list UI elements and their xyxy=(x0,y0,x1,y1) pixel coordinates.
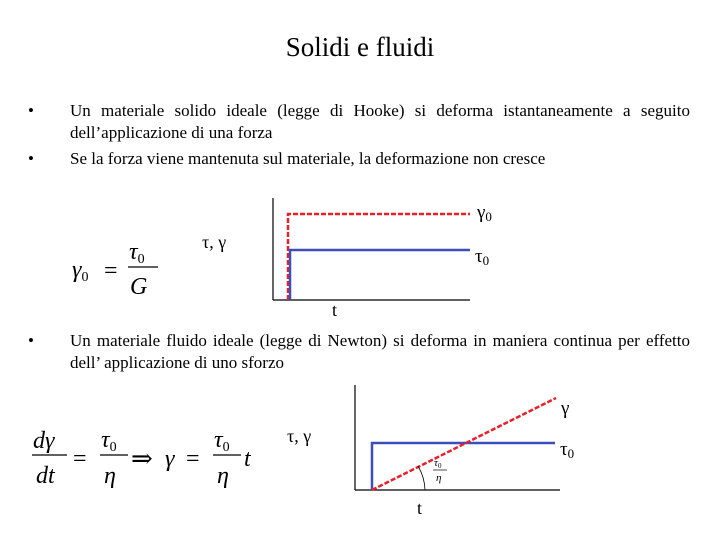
hooke-eq: = xyxy=(104,258,118,284)
hooke-lhs-symbol: γ xyxy=(72,257,82,283)
fluid-tau-symbol: τ xyxy=(560,439,568,460)
slide-title: Solidi e fluidi xyxy=(285,32,435,62)
hooke-num-sub: 0 xyxy=(137,252,145,267)
hooke-den: G xyxy=(130,274,148,300)
solid-gamma-symbol: γ xyxy=(477,202,486,223)
newton-den-1: η xyxy=(104,463,116,489)
solid-diagram xyxy=(72,198,492,320)
newton-formula xyxy=(32,427,252,489)
hooke-num-symbol: τ xyxy=(129,239,138,265)
bullet-text-hooke: Un materiale solido ideale (legge di Hooke) si deforma istantaneamente a seguito dell’applicazione di una forza xyxy=(70,101,690,142)
newton-eq-1: = xyxy=(73,446,87,472)
fluid-y-label: τ, γ xyxy=(287,426,312,446)
bullet-marker: • xyxy=(28,101,34,120)
solid-tau-label xyxy=(475,246,489,268)
newton-implies: ⇒ xyxy=(131,444,153,473)
fluid-slope-num-sub: 0 xyxy=(437,462,442,470)
bullet-text-newton: Un materiale fluido ideale (legge di Newton) si deforma in maniera continua per effetto dell’ applicazione di uno sforzo xyxy=(70,331,690,372)
hooke-num xyxy=(129,239,145,267)
newton-dt: dt xyxy=(36,463,55,489)
newton-num-1 xyxy=(101,427,117,455)
fluid-gamma-label: γ xyxy=(561,398,570,419)
newton-den-2: η xyxy=(217,463,229,489)
newton-eq-2: = xyxy=(186,446,200,472)
hooke-lhs xyxy=(72,257,88,285)
solid-gamma-line xyxy=(288,214,470,300)
newton-t: t xyxy=(244,446,251,472)
bullet-marker: • xyxy=(28,149,34,168)
newton-num-2 xyxy=(214,427,230,455)
fluid-tau-line xyxy=(372,443,555,490)
solid-gamma-sub: 0 xyxy=(485,209,492,224)
solid-tau-sub: 0 xyxy=(482,253,490,268)
fluid-slope-arc xyxy=(418,466,425,490)
bullet-text-constant: Se la forza viene mantenuta sul materiale, la deformazione non cresce xyxy=(70,149,546,168)
newton-num-1-sub: 0 xyxy=(109,440,117,455)
fluid-slope-den: η xyxy=(436,472,442,484)
hooke-formula xyxy=(72,239,158,300)
fluid-diagram xyxy=(32,385,574,518)
newton-num-2-sub: 0 xyxy=(222,440,230,455)
solid-tau-symbol: τ xyxy=(475,246,483,267)
solid-tau-line xyxy=(290,250,470,300)
solid-y-label: τ, γ xyxy=(202,232,227,252)
newton-dgamma: dγ xyxy=(33,428,55,454)
solid-gamma-label xyxy=(476,202,492,224)
fluid-slope-num xyxy=(434,457,442,470)
newton-gamma: γ xyxy=(165,446,175,472)
solid-x-label: t xyxy=(332,300,338,320)
newton-num-2-symbol: τ xyxy=(214,427,223,453)
newton-num-1-symbol: τ xyxy=(101,427,110,453)
hooke-lhs-sub: 0 xyxy=(81,270,89,285)
fluid-tau-sub: 0 xyxy=(567,446,575,461)
fluid-x-label: t xyxy=(417,498,423,518)
bullet-marker: • xyxy=(28,331,34,350)
fluid-tau-label xyxy=(560,439,574,461)
fluid-slope-num-symbol: τ xyxy=(434,457,438,469)
